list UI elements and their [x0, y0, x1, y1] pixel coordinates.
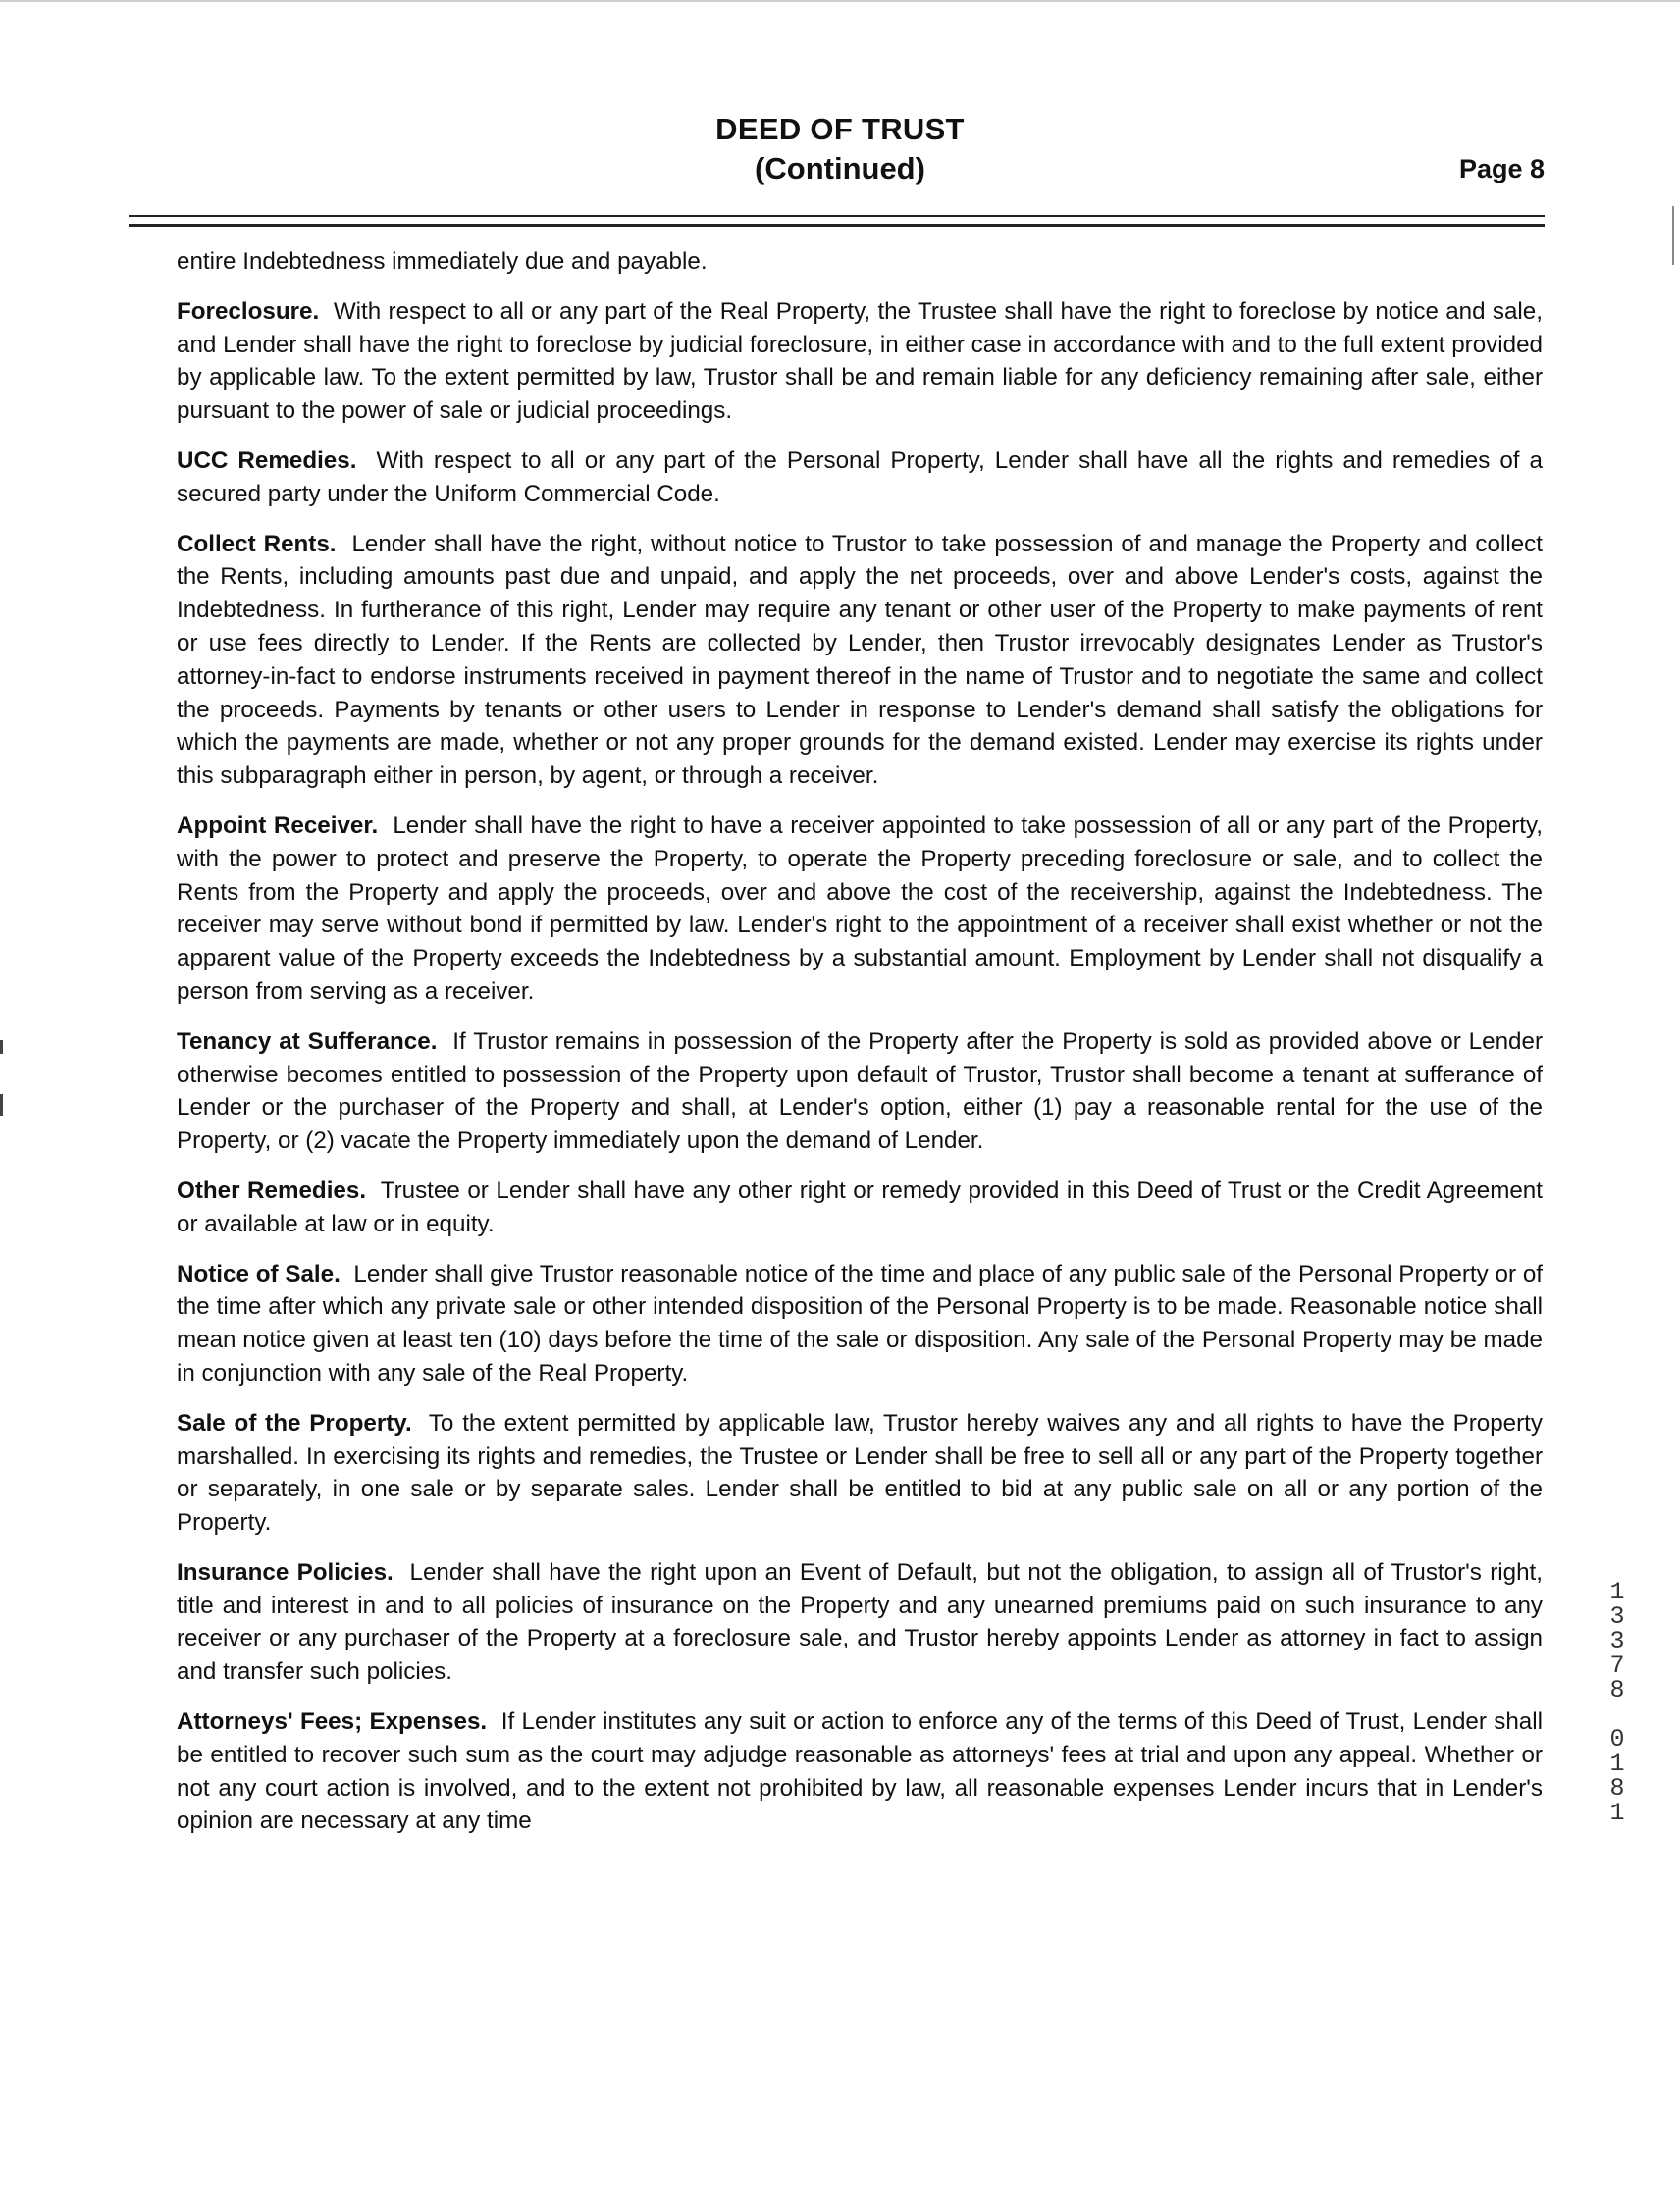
paragraph-heading: Other Remedies.	[177, 1177, 367, 1204]
document-title: DEED OF TRUST	[715, 112, 965, 146]
document-body	[177, 245, 1543, 1855]
paragraph-collect-rents	[177, 528, 1543, 793]
header-rule-bottom	[129, 224, 1545, 227]
paragraph-tenancy-at-sufferance	[177, 1025, 1543, 1158]
paragraph-heading: Attorneys' Fees; Expenses.	[177, 1708, 488, 1736]
page-number: Page 8	[1458, 154, 1545, 183]
paragraph-text: Lender shall have the right upon an Event of Default, but not the obligation, to assign all of Trustor's right, title and interest in and to all policies of insurance on the Property and any unearned premiums paid on such insurance to any receiver or any purchaser of the Property at a foreclosure sale, and Trustor hereby appoints Lender as attorney in fact to assign and transfer such policies.	[177, 1558, 1543, 1686]
paragraph-continuation	[177, 245, 1543, 279]
paragraph-text: Lender shall give Trustor reasonable notice of the time and place of any public sale of the Personal Property or of the time after which any private sale or other intended disposition of the Personal Property is to be made. Reasonable notice shall mean notice given at least ten (10) days before the time of the sale or disposition. Any sale of the Personal Property may be made in conjunction with any sale of the Real Property.	[177, 1260, 1543, 1387]
paragraph-text: With respect to all or any part of the Real Property, the Trustee shall have the right to foreclose by notice and sale, and Lender shall have the right to foreclose by judicial foreclosure, in either case in accordance with and to the full extent provided by applicable law. To the extent permitted by law, Trustor shall be and remain liable for any deficiency remaining after sale, either pursuant to the power of sale or judicial proceedings.	[177, 297, 1543, 425]
paragraph-ucc-remedies	[177, 445, 1543, 511]
paragraph-heading: Foreclosure.	[177, 297, 320, 325]
paragraph-heading: Appoint Receiver.	[177, 811, 379, 839]
paragraph-text: To the extent permitted by applicable law, Trustor hereby waives any and all rights to have the Property marshalled. In exercising its rights and remedies, the Trustee or Lender shall be free to sell all or any part of the Property together or separately, in one sale or by separate sales. Lender shall be entitled to bid at any public sale on all or any portion of the Property.	[177, 1409, 1543, 1537]
paragraph-heading: Sale of the Property.	[177, 1409, 412, 1437]
paragraph-heading: Notice of Sale.	[177, 1260, 341, 1287]
paragraph-sale-of-the-property	[177, 1407, 1543, 1540]
header-rule-top	[129, 215, 1545, 217]
paragraph-text: If Trustor remains in possession of the Property after the Property is sold as provided above or Lender otherwise becomes entitled to possession of the Property upon default of Trustor, Trustor shall become a tenant at sufferance of Lender or the purchaser of the Property and shall, at Lender's option, either (1) pay a reasonable rental for the use of the Property, or (2) vacate the Property immediately upon the demand of Lender.	[177, 1027, 1543, 1155]
document-header	[0, 110, 1680, 188]
paragraph-text: Trustee or Lender shall have any other right or remedy provided in this Deed of Trust or the Credit Agreement or available at law or in equity.	[177, 1177, 1543, 1237]
paragraph-text: If Lender institutes any suit or action to enforce any of the terms of this Deed of Trust, Lender shall be entitled to recover such sum as the court may adjudge reasonable as attorneys' fees at trial and upon any appeal. Whether or not any court action is involved, and to the extent not prohibited by law, all reasonable expenses Lender incurs that in Lender's opinion are necessary at any time	[177, 1708, 1543, 1835]
scan-mark-left	[0, 1040, 3, 1054]
paragraph-heading: Collect Rents.	[177, 530, 337, 557]
margin-document-number-stamp: 1 3 3 7 8 0 1 8 1	[1609, 1578, 1625, 1827]
document-subtitle: (Continued)	[755, 151, 925, 185]
paragraph-heading: Tenancy at Sufferance.	[177, 1027, 438, 1055]
scan-mark-right	[1672, 206, 1674, 265]
paragraph-heading: UCC Remedies.	[177, 446, 357, 474]
paragraph-text: Lender shall have the right to have a receiver appointed to take possession of all or any part of the Property, with the power to protect and preserve the Property, to operate the Property preceding foreclosure or sale, and to collect the Rents from the Property and apply the proceeds, over and above the cost of the receivership, against the Indebtedness. The receiver may serve without bond if permitted by law. Lender's right to the appointment of a receiver shall exist whether or not the apparent value of the Property exceeds the Indebtedness by a substantial amount. Employment by Lender shall not disqualify a person from serving as a receiver.	[177, 811, 1543, 1005]
paragraph-text: With respect to all or any part of the Personal Property, Lender shall have all the rights and remedies of a secured party under the Uniform Commercial Code.	[177, 446, 1543, 507]
paragraph-insurance-policies	[177, 1556, 1543, 1689]
paragraph-appoint-receiver	[177, 810, 1543, 1009]
paragraph-attorneys-fees	[177, 1705, 1543, 1838]
paragraph-other-remedies	[177, 1175, 1543, 1241]
paragraph-foreclosure	[177, 295, 1543, 428]
scan-mark-left	[0, 1094, 3, 1116]
paragraph-notice-of-sale	[177, 1258, 1543, 1390]
paragraph-text: Lender shall have the right, without notice to Trustor to take possession of and manage the Property and collect the Rents, including amounts past due and unpaid, and apply the net proceeds, over and above Lender's costs, against the Indebtedness. In furtherance of this right, Lender may require any tenant or other user of the Property to make payments of rent or use fees directly to Lender. If the Rents are collected by Lender, then Trustor irrevocably designates Lender as Trustor's attorney-in-fact to endorse instruments received in payment thereof in the name of Trustor and to negotiate the same and collect the proceeds. Payments by tenants or other users to Lender in response to Lender's demand shall satisfy the obligations for which the payments are made, whether or not any proper grounds for the demand existed. Lender may exercise its rights under this subparagraph either in person, by agent, or through a receiver.	[177, 530, 1543, 790]
paragraph-text: entire Indebtedness immediately due and payable.	[177, 248, 708, 275]
paragraph-heading: Insurance Policies.	[177, 1558, 394, 1586]
page-top-edge	[0, 0, 1680, 2]
